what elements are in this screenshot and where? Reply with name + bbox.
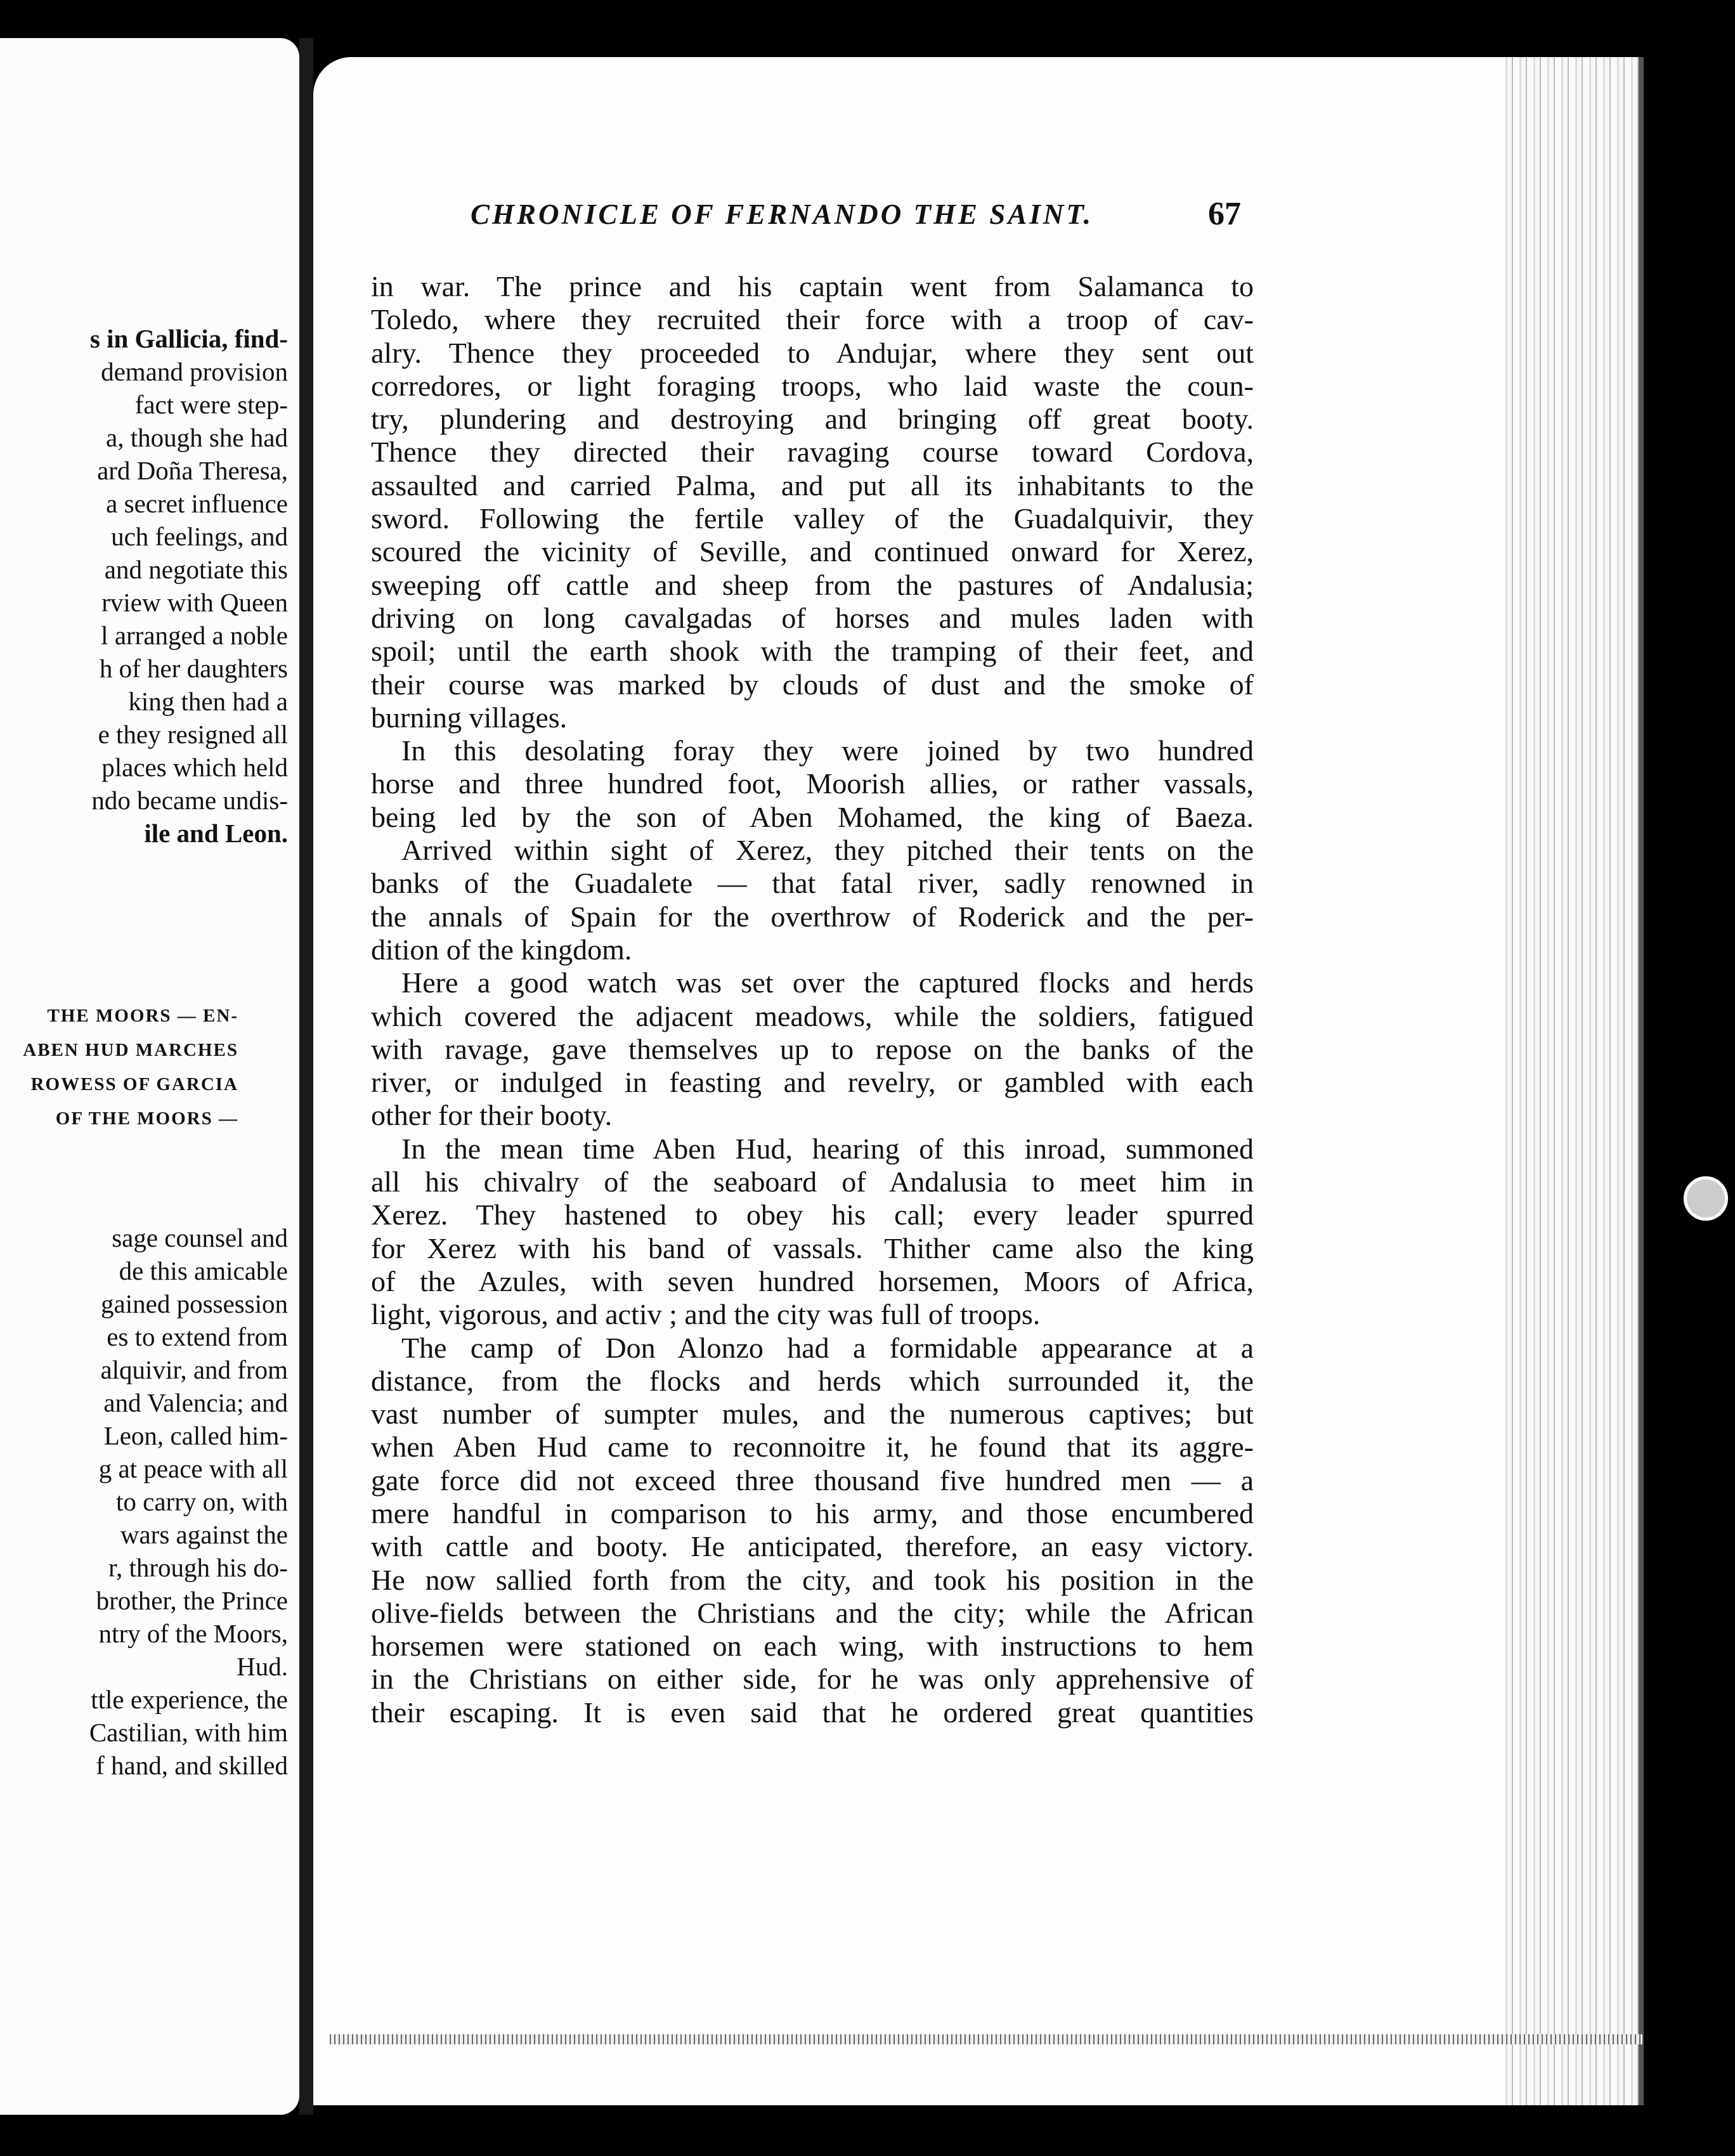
text-line: He now sallied forth from the city, and took his position in the [371,1563,1254,1596]
left-page-line: brother, the Prince [96,1586,288,1615]
left-page-line: Castilian, with him [89,1718,288,1747]
text-line: spoil; until the earth shook with the tramping of their feet, and [371,635,1254,668]
text-line: dition of the kingdom. [371,933,632,966]
text-line: The camp of Don Alonzo had a formidable appearance at a [401,1331,1254,1364]
text-line: light, vigorous, and activ ; and the city was full of troops. [371,1298,1041,1331]
left-page-line: de this amicable [119,1256,288,1285]
left-page-line: demand provision [101,357,288,386]
bottom-page-edge [330,2034,1642,2044]
text-line: when Aben Hud came to reconnoitre it, he found that its aggre- [371,1431,1254,1464]
binding-mark [1684,1176,1728,1221]
book-gutter [299,38,313,2115]
text-line: for Xerez with his band of vassals. Thither came also the king [371,1231,1254,1264]
text-line: horse and three hundred foot, Moorish allies, or rather vassals, [371,767,1254,800]
left-page-line: g at peace with all [98,1454,288,1483]
text-line: burning villages. [371,701,568,734]
text-line: scoured the vicinity of Seville, and continued onward for Xerez, [371,535,1254,568]
text-line: of the Azules, with seven hundred horsemen, Moors of Africa, [371,1264,1254,1297]
left-page-line: ntry of the Moors, [98,1619,288,1648]
text-line: with cattle and booty. He anticipated, therefore, an easy victory. [371,1530,1254,1563]
body-text [371,270,1254,1729]
left-page-line: to carry on, with [116,1487,288,1516]
left-chapter-heading-line: THE MOORS — EN- [47,1006,238,1026]
left-page-line: king then had a [128,687,288,716]
text-line: in the Christians on either side, for he was only apprehensive of [371,1663,1254,1696]
text-line: Thence they directed their ravaging course toward Cordova, [371,436,1254,469]
text-line: Arrived within sight of Xerez, they pitched their tents on the [401,834,1254,867]
text-line: Here a good watch was set over the captured flocks and herds [401,966,1254,999]
left-page-line: ndo became undis- [91,786,288,815]
text-line: horsemen were stationed on each wing, with instructions to hem [371,1630,1254,1663]
left-page [0,38,299,2115]
left-page-line: e they resigned all [98,720,288,749]
left-page-line: a, though she had [106,423,288,452]
left-page-line: ile and Leon. [144,819,288,848]
text-line: vast number of sumpter mules, and the numerous captives; but [371,1398,1254,1431]
text-line: all his chivalry of the seaboard of Andalusia to meet him in [371,1166,1254,1198]
text-line: being led by the son of Aben Mohamed, the king of Baeza. [371,800,1254,833]
left-page-line: and Valencia; and [103,1388,288,1417]
left-chapter-heading-line: OF THE MOORS — [55,1108,238,1129]
text-line: driving on long cavalgadas of horses and mules laden with [371,601,1254,634]
left-page-line: rview with Queen [101,588,288,617]
text-line: the annals of Spain for the overthrow of Roderick and the per- [371,900,1254,933]
page-edges [1505,57,1639,2105]
left-page-line: ard Doña Theresa, [97,456,288,485]
running-head: CHRONICLE OF FERNANDO THE SAINT. [471,198,1093,230]
left-page-line: r, through his do- [108,1553,288,1582]
text-line: banks of the Guadalete — that fatal river, sadly renowned in [371,867,1254,900]
text-line: olive-fields between the Christians and the city; while the African [371,1596,1254,1629]
left-page-line: gained possession [101,1289,288,1318]
text-line: corredores, or light foraging troops, who laid waste the coun- [371,369,1254,402]
left-page-line: uch feelings, and [111,522,288,551]
left-page-line: wars against the [120,1520,288,1549]
text-line: in war. The prince and his captain went from Salamanca to [371,270,1254,302]
left-page-line: sage counsel and [112,1223,288,1252]
text-line: Xerez. They hastened to obey his call; every leader spurred [371,1198,1254,1231]
text-line: which covered the adjacent meadows, while the soldiers, fatigued [371,999,1254,1032]
text-line: alry. Thence they proceeded to Andujar, where they sent out [371,336,1254,369]
text-line: gate force did not exceed three thousand five hundred men — a [371,1464,1254,1497]
left-page-line: f hand, and skilled [96,1751,288,1780]
left-page-line: es to extend from [107,1322,288,1351]
text-line: Toledo, where they recruited their force with a troop of cav- [371,303,1254,336]
left-chapter-heading-line: ROWESS OF GARCIA [30,1074,238,1094]
left-page-line: Leon, called him- [103,1421,288,1450]
left-chapter-heading-line: ABEN HUD MARCHES [23,1040,238,1060]
text-line: sword. Following the fertile valley of the Guadalquivir, they [371,502,1254,535]
left-page-line: a secret influence [106,489,288,518]
text-line: assaulted and carried Palma, and put all its inhabitants to the [371,469,1254,502]
text-line: mere handful in comparison to his army, and those encumbered [371,1497,1254,1529]
text-line: In the mean time Aben Hud, hearing of this inroad, summoned [401,1132,1254,1165]
left-page-line: fact were step- [134,390,288,419]
page-number: 67 [1208,196,1241,232]
left-page-line: Hud. [237,1652,288,1681]
text-line: with ravage, gave themselves up to repose on the banks of the [371,1032,1254,1065]
text-line: their course was marked by clouds of dust and the smoke of [371,668,1254,701]
left-page-line: and negotiate this [104,555,288,584]
text-line: try, plundering and destroying and bringing off great booty. [371,403,1254,436]
text-line: In this desolating foray they were joined by two hundred [401,734,1254,767]
left-page-line: l arranged a noble [101,621,288,650]
cover-edge [1639,57,1644,2105]
text-line: river, or indulged in feasting and revelry, or gambled with each [371,1066,1254,1099]
text-line: sweeping off cattle and sheep from the pastures of Andalusia; [371,568,1254,601]
left-page-line: places which held [101,753,288,782]
text-line: distance, from the flocks and herds which surrounded it, the [371,1364,1254,1397]
left-page-line: alquivir, and from [100,1355,288,1384]
left-page-line: s in Gallicia, find- [89,324,288,353]
text-line: other for their booty. [371,1099,613,1132]
left-page-line: ttle experience, the [91,1685,288,1714]
left-page-line: h of her daughters [99,654,288,683]
text-line: their escaping. It is even said that he ordered great quantities [371,1696,1254,1729]
